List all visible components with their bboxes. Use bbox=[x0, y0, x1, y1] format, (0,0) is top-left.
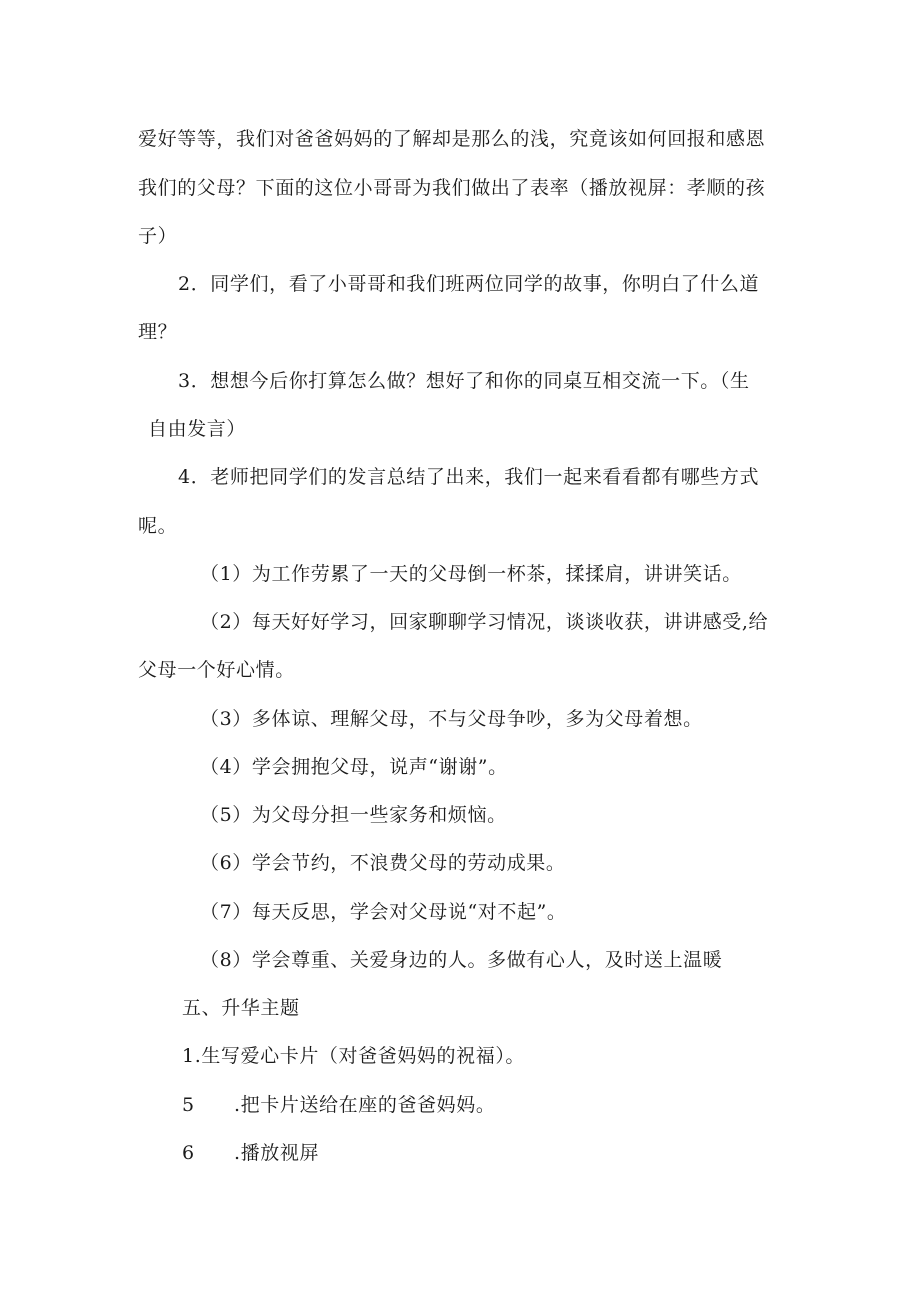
way-2-line-1: （2）每天好好学习，回家聊聊学习情况，谈谈收获，讲讲感受,给 bbox=[200, 611, 769, 633]
section-5-heading: 五、升华主题 bbox=[182, 997, 300, 1019]
way-7: （7）每天反思，学会对父母说“对不起”。 bbox=[200, 901, 567, 923]
item-6-text: .播放视屏 bbox=[234, 1142, 320, 1164]
intro-line-2: 我们的父母？下面的这位小哥哥为我们做出了表率（播放视屏：孝顺的孩 bbox=[138, 177, 766, 199]
way-8: （8）学会尊重、关爱身边的人。多做有心人，及时送上温暖 bbox=[200, 949, 723, 971]
way-3: （3）多体谅、理解父母，不与父母争吵，多为父母着想。 bbox=[200, 708, 703, 730]
item-5-text: .把卡片送给在座的爸爸妈妈。 bbox=[234, 1094, 496, 1116]
point-2-line-2: 理？ bbox=[138, 321, 178, 343]
point-4-line-2: 呢。 bbox=[138, 515, 178, 537]
item-5-number: 5 bbox=[182, 1094, 195, 1116]
item-6-number: 6 bbox=[182, 1142, 195, 1164]
way-6: （6）学会节约，不浪费父母的劳动成果。 bbox=[200, 852, 566, 874]
section-5-item-1: 1.生写爱心卡片（对爸爸妈妈的祝福）。 bbox=[182, 1045, 526, 1067]
point-4-line-1: 4．老师把同学们的发言总结了出来，我们一起来看看都有哪些方式 bbox=[178, 466, 760, 488]
way-4: （4）学会拥抱父母，说声“谢谢”。 bbox=[200, 756, 508, 778]
way-1: （1）为工作劳累了一天的父母倒一杯茶，揉揉肩，讲讲笑话。 bbox=[200, 563, 742, 585]
point-3-line-1: 3．想想今后你打算怎么做？想好了和你的同桌互相交流一下。（生 bbox=[178, 370, 750, 392]
way-2-line-2: 父母一个好心情。 bbox=[138, 659, 295, 681]
section-5-item-5 bbox=[182, 1093, 495, 1117]
way-5: （5）为父母分担一些家务和烦恼。 bbox=[200, 804, 507, 826]
point-2-line-1: 2．同学们，看了小哥哥和我们班两位同学的故事，你明白了什么道 bbox=[178, 273, 760, 295]
point-3-line-2: 自由发言） bbox=[148, 418, 247, 440]
section-5-item-6 bbox=[182, 1141, 319, 1165]
intro-line-1: 爱好等等，我们对爸爸妈妈的了解却是那么的浅，究竟该如何回报和感恩 bbox=[138, 128, 766, 150]
intro-line-3: 子） bbox=[138, 225, 178, 247]
